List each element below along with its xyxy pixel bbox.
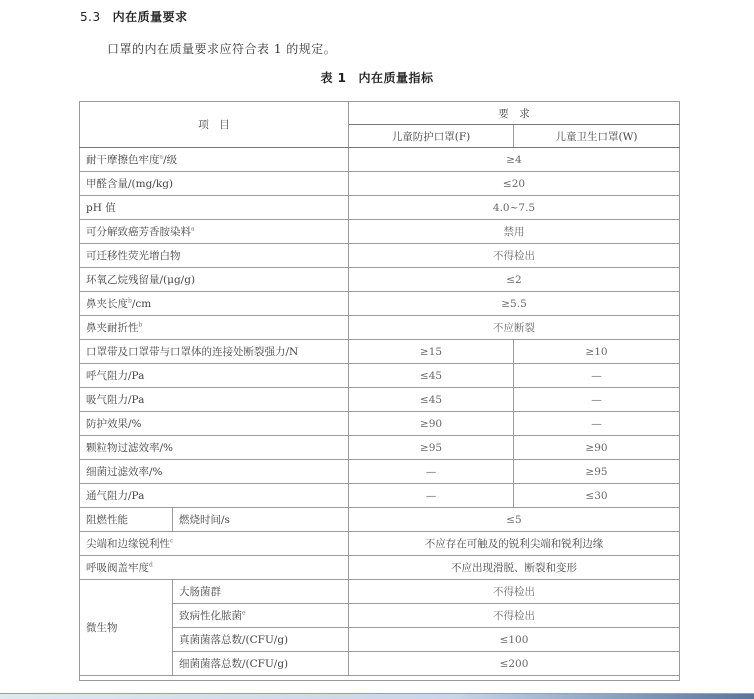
- micro-item: [173, 580, 349, 604]
- item-label: 甲醛含量/(mg/kg): [86, 178, 174, 190]
- micro-group: 微生物: [80, 580, 173, 676]
- requirement-w: —: [514, 412, 680, 436]
- item-label: 细菌菌落总数/(CFU/g): [179, 658, 289, 670]
- table-row: [80, 148, 680, 172]
- table-row: [80, 460, 680, 484]
- row-item: [80, 220, 349, 244]
- table-row: [80, 292, 680, 316]
- row-item: [80, 532, 349, 556]
- item-label: 颗粒物过滤效率/%: [86, 442, 174, 454]
- row-item: [80, 340, 349, 364]
- requirement-value: 禁用: [349, 220, 680, 244]
- header-col-w: 儿童卫生口罩(W): [514, 125, 680, 148]
- requirement-value: ≤100: [349, 628, 680, 652]
- item-unit: /cm: [131, 298, 152, 310]
- requirement-value: ≥4: [349, 148, 680, 172]
- header-item: 项 目: [80, 102, 349, 148]
- table-row: [80, 244, 680, 268]
- table-row-sharp: [80, 532, 680, 556]
- requirement-w: —: [514, 388, 680, 412]
- table-row-micro: [80, 580, 680, 604]
- requirement-value: ≤200: [349, 652, 680, 676]
- row-item: [80, 556, 349, 580]
- section-heading: [80, 8, 188, 25]
- requirement-value: ≥5.5: [349, 292, 680, 316]
- requirement-value: 不应存在可触及的锐利尖端和锐利边缘: [349, 532, 680, 556]
- row-item: [80, 388, 349, 412]
- item-label: 鼻夹长度: [86, 298, 128, 310]
- table-row: [80, 364, 680, 388]
- header-col-f: 儿童防护口罩(F): [349, 125, 514, 148]
- requirement-value: 不应断裂: [349, 316, 680, 340]
- requirement-value: ≤2: [349, 268, 680, 292]
- item-label: 防护效果/%: [86, 418, 142, 430]
- table-row: [80, 172, 680, 196]
- row-item: [80, 460, 349, 484]
- row-item: [80, 316, 349, 340]
- footnote-marker: c: [170, 537, 174, 545]
- flame-group: 阻燃性能: [80, 508, 173, 532]
- footnote-marker: d: [149, 561, 153, 569]
- flame-value: ≤5: [349, 508, 680, 532]
- requirement-w: ≤30: [514, 484, 680, 508]
- row-item: [80, 148, 349, 172]
- row-item: [80, 268, 349, 292]
- requirement-f: ≤45: [349, 364, 514, 388]
- table-title: 内在质量指标: [358, 71, 434, 85]
- item-label: 呼吸阀盖牢度: [86, 562, 149, 574]
- table-row: [80, 196, 680, 220]
- requirement-value: 不得检出: [349, 580, 680, 604]
- table-row: [80, 316, 680, 340]
- table-row: [80, 388, 680, 412]
- table-label: 表 1: [320, 71, 347, 85]
- table-row-partial: [80, 676, 680, 681]
- table-row: [80, 484, 680, 508]
- item-label: 尖端和边缘锐利性: [86, 538, 170, 550]
- micro-item: [173, 652, 349, 676]
- item-label: 致病性化脓菌: [179, 610, 242, 622]
- requirement-f: ≤45: [349, 388, 514, 412]
- item-label: 耐干摩擦色牢度: [86, 154, 160, 166]
- requirement-f: ≥95: [349, 436, 514, 460]
- item-label: 可分解致癌芳香胺染料: [86, 226, 191, 238]
- footnote-marker: a: [191, 225, 195, 233]
- requirement-value: 不得检出: [349, 244, 680, 268]
- requirement-w: —: [514, 364, 680, 388]
- requirement-value: 不得检出: [349, 604, 680, 628]
- requirement-f: ≥15: [349, 340, 514, 364]
- row-item: [80, 484, 349, 508]
- partial-cell: [80, 676, 680, 681]
- item-label: 细菌过滤效率/%: [86, 466, 163, 478]
- item-label: 吸气阻力/Pa: [86, 394, 145, 406]
- micro-item: [173, 628, 349, 652]
- requirement-value: 4.0~7.5: [349, 196, 680, 220]
- table-row: [80, 436, 680, 460]
- item-label: 大肠菌群: [179, 586, 221, 598]
- quality-spec-table: [79, 101, 680, 681]
- table-row: [80, 220, 680, 244]
- item-label: 鼻夹耐折性: [86, 322, 139, 334]
- item-unit: /级: [163, 154, 178, 166]
- row-item: [80, 364, 349, 388]
- table-caption: [0, 69, 754, 86]
- table-row: [80, 268, 680, 292]
- row-item: [80, 412, 349, 436]
- row-item: [80, 436, 349, 460]
- requirement-value: ≤20: [349, 172, 680, 196]
- item-label: 真菌菌落总数/(CFU/g): [179, 634, 289, 646]
- footnote-marker: e: [242, 609, 246, 617]
- requirement-f: —: [349, 484, 514, 508]
- requirement-w: ≥95: [514, 460, 680, 484]
- item-label: 可迁移性荧光增白物: [86, 250, 181, 262]
- item-label: pH 值: [86, 202, 116, 214]
- table-row-valve: [80, 556, 680, 580]
- row-item: [80, 196, 349, 220]
- flame-sub-item: 燃烧时间/s: [173, 508, 349, 532]
- intro-paragraph: 口罩的内在质量要求应符合表 1 的规定。: [107, 42, 337, 56]
- table-header-row: [80, 102, 680, 125]
- requirement-w: ≥10: [514, 340, 680, 364]
- item-label: 口罩带及口罩带与口罩体的连接处断裂强力/N: [86, 346, 299, 358]
- micro-item: [173, 604, 349, 628]
- window-bottom-edge: [0, 693, 754, 699]
- header-requirement: 要 求: [349, 102, 680, 125]
- requirement-value: 不应出现滑脱、断裂和变形: [349, 556, 680, 580]
- item-label: 环氧乙烷残留量/(μg/g): [86, 274, 196, 286]
- requirement-w: ≥90: [514, 436, 680, 460]
- section-title: 内在质量要求: [112, 10, 188, 24]
- table-row: [80, 340, 680, 364]
- section-number: 5.3: [80, 10, 101, 24]
- footnote-marker: b: [128, 297, 132, 305]
- row-item: [80, 172, 349, 196]
- requirement-f: —: [349, 460, 514, 484]
- item-label: 通气阻力/Pa: [86, 490, 145, 502]
- footnote-marker: a: [159, 153, 164, 161]
- table-row-flame: [80, 508, 680, 532]
- item-label: 呼气阻力/Pa: [86, 370, 145, 382]
- footnote-marker: b: [138, 321, 143, 329]
- row-item: [80, 244, 349, 268]
- row-item: [80, 292, 349, 316]
- table-row: [80, 412, 680, 436]
- requirement-f: ≥90: [349, 412, 514, 436]
